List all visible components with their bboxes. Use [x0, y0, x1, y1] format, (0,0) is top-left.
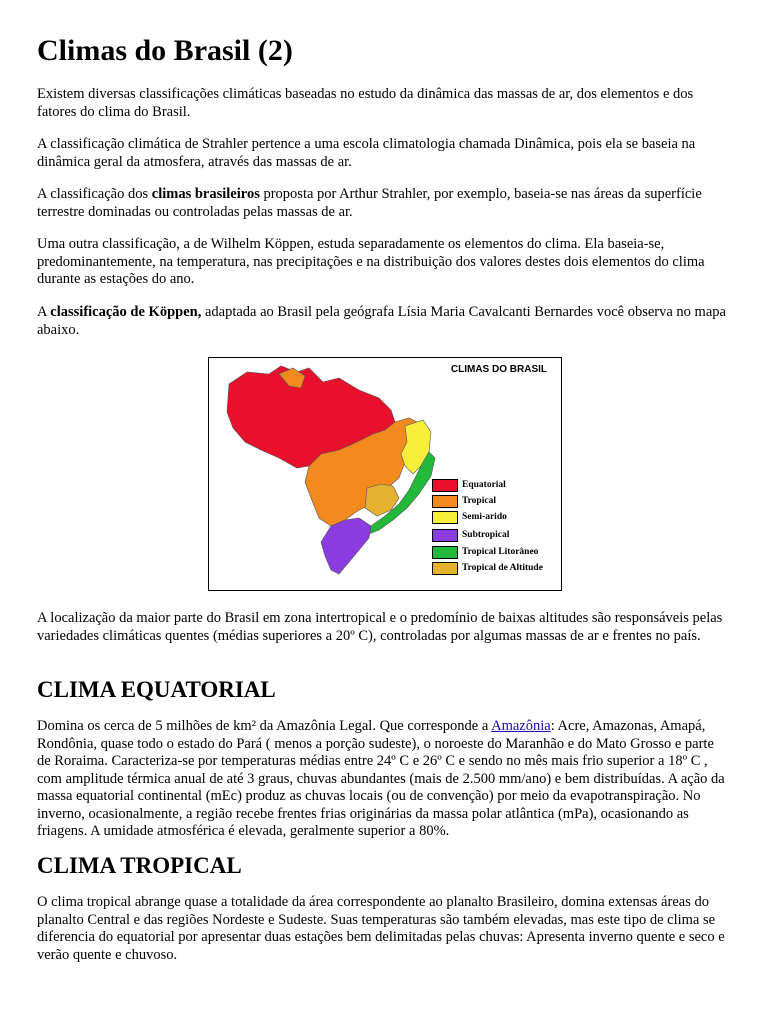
legend-item-subtropical	[432, 529, 562, 543]
paragraph-strahler: A classificação climática de Strahler pertence a uma escola climatologia chamada Dinâmica, pois ela se baseia na dinâmica geral da atmosfera, através das massas de ar.	[37, 136, 696, 170]
legend-item-tropical-litoraneo	[432, 546, 562, 560]
legend-item-equatorial	[432, 479, 562, 493]
p5-pre: A	[37, 304, 51, 320]
p5-bold: classificação de Köppen,	[50, 304, 202, 320]
legend-swatch	[432, 546, 458, 559]
legend-swatch	[432, 529, 458, 542]
legend-item-tropical	[432, 495, 562, 509]
brazil-climate-map	[208, 357, 562, 591]
heading-clima-tropical: CLIMA TROPICAL	[37, 853, 242, 878]
p3-pre: A classificação dos	[37, 186, 152, 202]
legend-label: Tropical Litorâneo	[462, 547, 539, 557]
heading-clima-equatorial: CLIMA EQUATORIAL	[37, 677, 276, 702]
legend-label: Semi-arido	[462, 512, 507, 522]
amazonia-link[interactable]: Amazônia	[491, 718, 551, 734]
legend-label: Tropical de Altitude	[462, 563, 543, 573]
equatorial-text-pre: Domina os cerca de 5 milhões de km² da Amazônia Legal. Que corresponde a	[37, 718, 492, 734]
paragraph-climas-brasileiros	[37, 186, 727, 221]
map-title: CLIMAS DO BRASIL	[450, 364, 547, 375]
paragraph-localizacao: A localização da maior parte do Brasil em zona intertropical e o predomínio de baixas altitudes são responsáveis pelas variedades climáticas quentes (médias superiores a 20º C), controladas por algumas massas de ar e frentes no país.	[37, 610, 723, 644]
legend-item-semi-arido	[432, 511, 562, 525]
p3-post: proposta por Arthur Strahler, por exemplo, baseia-se nas áreas da superfície terrestre dominadas ou controladas pelas massas de ar.	[37, 186, 702, 220]
legend-item-tropical-altitude	[432, 562, 562, 576]
legend-swatch	[432, 511, 458, 524]
legend-swatch	[432, 479, 458, 492]
legend-swatch	[432, 495, 458, 508]
legend-label: Tropical	[462, 496, 496, 506]
legend-swatch	[432, 562, 458, 575]
equatorial-text-post: : Acre, Amazonas, Amapá, Rondônia, quase todo o estado do Pará ( menos a porção sudeste), o noroeste do Maranhão e do Mato Grosso e parte de Roraima. Caracteriza-se por temperaturas médias entre 24º C e 26º C e sendo no mês mais frio superior a 18º C , com amplitude térmica anual de até 3 graus, chuvas abundantes (mais de 2.500 mm/ano) e bem distribuídas. A ação da massa equatorial continental (mEc) produz as chuvas locais (ou de convenção) por meio da evapotranspiração. No inverno, ocasionalmente, a região recebe frentes frias originárias da massa polar atlântica (mPa), ocasionando as friagens. A umidade atmosférica é elevada, geralmente superior a 80%.	[37, 718, 725, 839]
p3-bold: climas brasileiros	[151, 186, 260, 202]
brazil-map-graphic	[209, 358, 439, 591]
p5-post: adaptada ao Brasil pela geógrafa Lísia Maria Cavalcanti Bernardes você observa no mapa abaixo.	[37, 304, 726, 338]
legend-label: Subtropical	[462, 530, 510, 540]
paragraph-equatorial	[37, 718, 727, 841]
region-subtropical	[321, 518, 371, 574]
page-title: Climas do Brasil (2)	[37, 34, 293, 67]
paragraph-koppen: Uma outra classificação, a de Wilhelm Köppen, estuda separadamente os elementos do clima. Ela baseia-se, predominantemente, na temperatura, nas precipitações e na distribuição dos valores destes dois elementos do clima durante as estações do ano.	[37, 236, 705, 287]
paragraph-intro: Existem diversas classificações climáticas baseadas no estudo da dinâmica das massas de ar, dos elementos e dos fatores do clima do Brasil.	[37, 86, 694, 120]
paragraph-koppen-map	[37, 304, 727, 339]
paragraph-tropical: O clima tropical abrange quase a totalidade da área correspondente ao planalto Brasileiro, domina extensas áreas do planalto Central e das regiões Nordeste e Sudeste. Suas temperaturas são também elevadas, mas este tipo de clima se diferencia do equatorial por apresentar duas estações bem delimitadas pelas chuvas: Apresenta inverno quente e seco e verão quente e chuvoso.	[37, 894, 725, 963]
legend-label: Equatorial	[462, 480, 506, 490]
